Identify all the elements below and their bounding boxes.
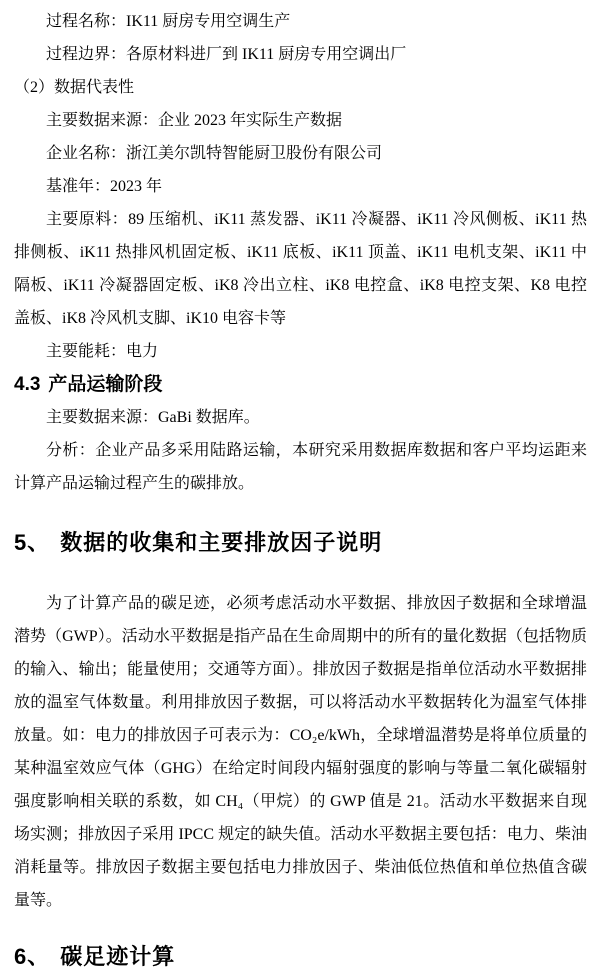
heading-section-6-carbon-footprint-calculation [14,940,587,974]
paragraph-process-name: 过程名称：IK11 厨房专用空调生产 [46,13,291,30]
paragraph-company-name: 企业名称：浙江美尔凯特智能厨卫股份有限公司 [46,145,383,162]
paragraph-main-materials: 主要原料：89 压缩机、iK11 蒸发器、iK11 冷凝器、iK11 冷风侧板、iK11 热排侧板、iK11 热排风机固定板、iK11 底板、iK11 顶盖、iK11 电机支架、iK11 中隔板、iK11 冷凝器固定板、iK8 冷出立柱、iK8 电控盒、iK8 电控支架、K8 电控盖板、iK8 冷风机支脚、iK10 电容卡等 [14,211,587,327]
heading-product-transport-stage [14,368,587,401]
heading-title: 碳足迹计算 [60,944,176,969]
paragraph-base-year: 基准年：2023 年 [46,178,163,195]
paragraph-main-data-source: 主要数据来源：企业 2023 年实际生产数据 [46,112,343,129]
heading-number: 5、 [14,530,51,555]
paragraph-transport-data-source: 主要数据来源：GaBi 数据库。 [46,409,260,426]
heading-title: 数据的收集和主要排放因子说明 [60,530,383,555]
heading-title: 产品运输阶段 [48,374,163,395]
list-item-data-representativeness: （2）数据代表性 [14,79,135,96]
paragraph-process-boundary: 过程边界：各原材料进厂到 IK11 厨房专用空调出厂 [46,46,407,63]
paragraph-main-energy: 主要能耗：电力 [46,343,159,360]
heading-number: 6、 [14,944,51,969]
heading-section-5-data-collection [14,526,587,560]
heading-number: 4.3 [14,374,41,395]
paragraph-emission-factors-explanation: 为了计算产品的碳足迹，必须考虑活动水平数据、排放因子数据和全球增温潜势（GWP）。活动水平数据是指产品在生命周期中的所有的量化数据（包括物质的输入、输出；能量使用；交通等方面）。排放因子数据是指单位活动水平数据排放的温室气体数量。利用排放因子数据，可以将活动水平数据转化为温室气体排放量。如：电力的排放因子可表示为：CO₂e/kWh，全球增温潜势是将单位质量的某种温室效应气体（GHG）在给定时间段内辐射强度的影响与等量二氧化碳辐射强度影响相关联的系数，如 CH₄（甲烷）的 GWP 值是 21。活动水平数据来自现场实测；排放因子采用 IPCC 规定的缺失值。活动水平数据主要包括：电力、柴油消耗量等。排放因子数据主要包括电力排放因子、柴油低位热值和单位热值含碳量等。 [14,595,587,909]
paragraph-transport-analysis: 分析：企业产品多采用陆路运输，本研究采用数据库数据和客户平均运距来计算产品运输过程产生的碳排放。 [14,442,587,492]
